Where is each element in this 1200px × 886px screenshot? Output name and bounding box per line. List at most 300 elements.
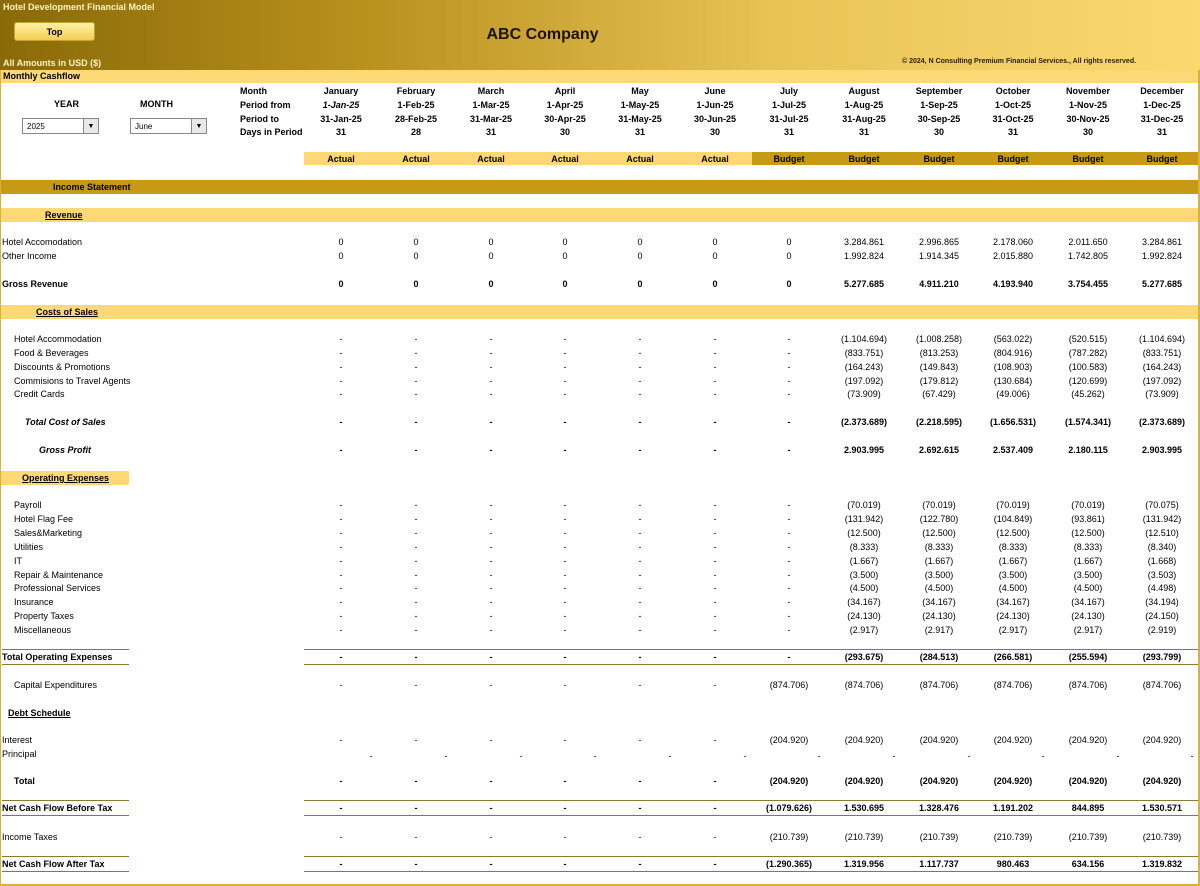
total-rule (2, 856, 129, 857)
cell-value: - (414, 597, 418, 607)
cell-value: (787.282) (1068, 348, 1108, 358)
cell-value: (204.920) (1068, 776, 1108, 786)
cell-value: (284.513) (919, 652, 959, 662)
cell-value: 0 (712, 279, 718, 289)
period-label-month: Month (240, 86, 267, 96)
cell-value: (266.581) (993, 652, 1033, 662)
cell-value: 4.193.940 (992, 279, 1034, 289)
month-name: December (1140, 86, 1184, 96)
cell-value: - (414, 735, 418, 745)
cell-value: (12.500) (1071, 528, 1105, 538)
cell-value: (3.500) (924, 570, 954, 580)
cell-value: - (563, 776, 567, 786)
cell-value: (1.668) (1147, 556, 1177, 566)
cell-value: - (713, 611, 717, 621)
cell-value: (4.500) (849, 583, 879, 593)
type-label: Actual (327, 154, 355, 164)
year-label: YEAR (54, 99, 80, 109)
cell-value: (164.243) (1142, 362, 1182, 372)
cell-value: - (489, 500, 493, 510)
cell-value: - (563, 556, 567, 566)
period-from: 1-Aug-25 (844, 100, 884, 110)
cell-value: (804.916) (993, 348, 1033, 358)
year-select-value: 2025 (27, 121, 45, 131)
principal-dash: - (519, 751, 523, 761)
row-label: Insurance (14, 597, 54, 607)
cell-value: - (638, 735, 642, 745)
row-label: Professional Services (14, 583, 101, 593)
days-in-period: 31 (1156, 127, 1167, 137)
cell-value: - (339, 542, 343, 552)
cell-value: (197.092) (844, 376, 884, 386)
month-name: September (915, 86, 963, 96)
cell-value: - (713, 376, 717, 386)
cell-value: - (489, 334, 493, 344)
cell-value: - (339, 776, 343, 786)
cell-value: - (339, 611, 343, 621)
cell-value: - (489, 680, 493, 690)
cell-value: - (414, 803, 418, 813)
cell-value: - (787, 376, 791, 386)
cell-value: - (414, 832, 418, 842)
cell-value: - (489, 556, 493, 566)
cell-value: (122.780) (919, 514, 959, 524)
cell-value: 1.992.824 (1141, 251, 1183, 261)
cell-value: - (339, 500, 343, 510)
cell-value: (1.667) (924, 556, 954, 566)
cell-value: - (638, 542, 642, 552)
cell-value: 2.903.995 (1141, 445, 1183, 455)
cell-value: 0 (488, 251, 494, 261)
cell-value: - (638, 528, 642, 538)
period-label-to: Period to (240, 114, 280, 124)
cell-value: 2.692.615 (918, 445, 960, 455)
period-from: 1-Oct-25 (994, 100, 1031, 110)
cell-value: 0 (338, 279, 344, 289)
cell-value: (204.920) (844, 735, 884, 745)
cell-value: (34.167) (847, 597, 881, 607)
days-in-period: 31 (335, 127, 346, 137)
cell-value: (1.008.258) (915, 334, 963, 344)
cell-value: 0 (637, 279, 643, 289)
cell-value: (8.333) (998, 542, 1028, 552)
total-rule (2, 649, 129, 650)
total-rule (304, 664, 1198, 665)
principal-dash: - (892, 751, 896, 761)
cell-value: - (787, 542, 791, 552)
cell-value: (12.500) (922, 528, 956, 538)
total-rule (304, 649, 1198, 650)
period-to: 31-Jul-25 (769, 114, 809, 124)
cell-value: 1.319.832 (1141, 859, 1183, 869)
cell-value: (874.706) (993, 680, 1033, 690)
cell-value: - (638, 803, 642, 813)
cell-value: (34.167) (1071, 597, 1105, 607)
cell-value: - (489, 362, 493, 372)
days-in-period: 30 (933, 127, 944, 137)
cell-value: 2.996.865 (918, 237, 960, 247)
month-name: June (704, 86, 726, 96)
row-label: Repair & Maintenance (14, 570, 104, 580)
days-in-period: 31 (783, 127, 794, 137)
row-label: Total Operating Expenses (2, 652, 113, 662)
type-label: Actual (402, 154, 430, 164)
cell-value: - (713, 735, 717, 745)
row-label: Interest (2, 735, 33, 745)
cell-value: - (638, 859, 642, 869)
period-to: 31-Aug-25 (842, 114, 886, 124)
cell-value: - (563, 611, 567, 621)
cell-value: - (489, 625, 493, 635)
row-label: Capital Expenditures (14, 680, 98, 690)
cell-value: - (414, 611, 418, 621)
cell-value: (131.942) (1142, 514, 1182, 524)
cell-value: - (563, 597, 567, 607)
cell-value: - (489, 803, 493, 813)
cell-value: - (414, 514, 418, 524)
cell-value: - (414, 348, 418, 358)
cell-value: (108.903) (993, 362, 1033, 372)
cell-value: - (563, 832, 567, 842)
cell-value: - (489, 348, 493, 358)
cell-value: (67.429) (922, 389, 956, 399)
row-label: Total (14, 776, 35, 786)
cell-value: 1.530.695 (843, 803, 885, 813)
cell-value: (1.667) (849, 556, 879, 566)
cell-value: - (713, 417, 717, 427)
cell-value: - (638, 362, 642, 372)
period-to: 31-Mar-25 (469, 114, 513, 124)
cell-value: - (713, 348, 717, 358)
days-in-period: 30 (559, 127, 570, 137)
subsection-heading: Costs of Sales (36, 307, 99, 317)
cell-value: - (414, 776, 418, 786)
cell-value: - (563, 528, 567, 538)
cell-value: (874.706) (919, 680, 959, 690)
cell-value: - (638, 583, 642, 593)
cell-value: (197.092) (1142, 376, 1182, 386)
row-label: IT (14, 556, 22, 566)
cell-value: (204.920) (919, 735, 959, 745)
cell-value: - (489, 832, 493, 842)
cell-value: - (339, 680, 343, 690)
cell-value: (70.019) (1071, 500, 1105, 510)
cell-value: - (787, 348, 791, 358)
cell-value: - (787, 389, 791, 399)
cell-value: (833.751) (844, 348, 884, 358)
cell-value: 0 (338, 251, 344, 261)
cell-value: - (638, 611, 642, 621)
cell-value: (255.594) (1068, 652, 1108, 662)
cell-value: (120.699) (1068, 376, 1108, 386)
type-label: Budget (1146, 154, 1178, 164)
cell-value: 844.895 (1071, 803, 1105, 813)
cell-value: (45.262) (1071, 389, 1105, 399)
cell-value: (12.500) (847, 528, 881, 538)
cell-value: - (713, 625, 717, 635)
cell-value: - (713, 334, 717, 344)
cell-value: - (563, 652, 567, 662)
cell-value: - (489, 528, 493, 538)
cell-value: - (339, 528, 343, 538)
cell-value: - (414, 652, 418, 662)
cell-value: 0 (562, 251, 568, 261)
cell-value: (1.079.626) (765, 803, 813, 813)
row-label: Commisions to Travel Agents (14, 376, 131, 386)
cell-value: - (563, 859, 567, 869)
cell-value: (12.500) (996, 528, 1030, 538)
cell-value: - (563, 514, 567, 524)
month-name: May (631, 86, 649, 96)
cell-value: (2.373.689) (1138, 417, 1186, 427)
cell-value: (2.919) (1147, 625, 1177, 635)
company-name: ABC Company (486, 26, 599, 43)
cell-value: (2.218.595) (915, 417, 963, 427)
cell-value: - (713, 556, 717, 566)
cell-value: - (638, 500, 642, 510)
cell-value: - (787, 556, 791, 566)
cell-value: 5.277.685 (1141, 279, 1183, 289)
cell-value: - (713, 652, 717, 662)
cell-value: (3.500) (1073, 570, 1103, 580)
row-label: Total Cost of Sales (25, 417, 106, 427)
row-label: Utilities (14, 542, 44, 552)
days-in-period: 31 (858, 127, 869, 137)
row-label: Discounts & Promotions (14, 362, 111, 372)
row-label: Other Income (2, 251, 57, 261)
cell-value: - (339, 514, 343, 524)
cell-value: (24.150) (1145, 611, 1179, 621)
cell-value: - (414, 528, 418, 538)
cell-value: (130.684) (993, 376, 1033, 386)
cell-value: 980.463 (996, 859, 1030, 869)
type-label: Budget (997, 154, 1029, 164)
days-in-period: 31 (634, 127, 645, 137)
cell-value: - (638, 389, 642, 399)
month-name: April (554, 86, 576, 96)
cell-value: - (713, 859, 717, 869)
cell-value: 2.903.995 (843, 445, 885, 455)
month-label: MONTH (140, 99, 173, 109)
cell-value: (70.019) (847, 500, 881, 510)
top-button[interactable]: Top (14, 22, 95, 41)
period-to: 28-Feb-25 (394, 114, 438, 124)
cell-value: - (638, 348, 642, 358)
cell-value: (204.920) (769, 776, 809, 786)
cell-value: (24.130) (1071, 611, 1105, 621)
cell-value: 0 (712, 237, 718, 247)
cell-value: 1.191.202 (992, 803, 1034, 813)
cell-value: - (489, 542, 493, 552)
period-from: 1-May-25 (620, 100, 660, 110)
type-label: Budget (773, 154, 805, 164)
cell-value: (4.500) (924, 583, 954, 593)
period-from: 1-Jan-25 (322, 100, 360, 110)
cell-value: - (489, 514, 493, 524)
cell-value: 1.742.805 (1067, 251, 1109, 261)
days-in-period: 31 (1007, 127, 1018, 137)
cell-value: - (713, 389, 717, 399)
row-label: Gross Profit (39, 445, 92, 455)
chevron-down-icon[interactable]: ▼ (83, 119, 98, 133)
period-from: 1-Feb-25 (397, 100, 435, 110)
type-label: Actual (626, 154, 654, 164)
period-to: 31-Dec-25 (1140, 114, 1184, 124)
cell-value: - (638, 597, 642, 607)
cell-value: - (563, 445, 567, 455)
principal-dash: - (1190, 751, 1194, 761)
row-label: Credit Cards (14, 389, 65, 399)
cell-value: - (339, 859, 343, 869)
cell-value: (2.917) (1073, 625, 1103, 635)
cell-value: - (713, 776, 717, 786)
cell-value: (874.706) (1142, 680, 1182, 690)
cell-value: (204.920) (769, 735, 809, 745)
type-label: Budget (848, 154, 880, 164)
principal-dash: - (369, 751, 373, 761)
cell-value: - (339, 735, 343, 745)
row-label: Payroll (14, 500, 42, 510)
type-label: Budget (923, 154, 955, 164)
month-select[interactable] (130, 118, 207, 134)
cell-value: - (638, 652, 642, 662)
cell-value: (874.706) (769, 680, 809, 690)
cell-value: (1.667) (998, 556, 1028, 566)
cell-value: (210.739) (993, 832, 1033, 842)
cell-value: (1.104.694) (1138, 334, 1186, 344)
cell-value: - (414, 680, 418, 690)
cell-value: - (638, 776, 642, 786)
total-rule (304, 800, 1198, 801)
total-rule (2, 871, 129, 872)
cell-value: - (339, 652, 343, 662)
cell-value: - (339, 376, 343, 386)
period-from: 1-Sep-25 (920, 100, 958, 110)
row-label: Sales&Marketing (14, 528, 83, 538)
cell-value: (874.706) (1068, 680, 1108, 690)
period-label-from: Period from (240, 100, 291, 110)
days-in-period: 28 (410, 127, 421, 137)
subsection-band (0, 208, 1198, 222)
month-name: October (995, 86, 1031, 96)
row-label: Hotel Accommodation (14, 334, 102, 344)
cell-value: - (787, 362, 791, 372)
cell-value: 634.156 (1071, 859, 1105, 869)
cell-value: - (713, 680, 717, 690)
cell-value: - (414, 417, 418, 427)
period-to: 30-Apr-25 (544, 114, 586, 124)
cell-value: (149.843) (919, 362, 959, 372)
cell-value: 1.328.476 (918, 803, 960, 813)
cell-value: - (563, 570, 567, 580)
cell-value: (2.917) (924, 625, 954, 635)
days-in-period: 30 (1082, 127, 1093, 137)
period-from: 1-Nov-25 (1068, 100, 1107, 110)
principal-dash: - (593, 751, 597, 761)
cell-value: (833.751) (1142, 348, 1182, 358)
chevron-down-icon[interactable]: ▼ (191, 119, 206, 133)
cell-value: 0 (637, 251, 643, 261)
cell-value: (293.675) (844, 652, 884, 662)
cell-value: 0 (637, 237, 643, 247)
type-label: Actual (477, 154, 505, 164)
cell-value: - (787, 528, 791, 538)
cell-value: (100.583) (1068, 362, 1108, 372)
month-name: January (323, 86, 359, 96)
cell-value: - (713, 583, 717, 593)
period-from: 1-Dec-25 (1143, 100, 1181, 110)
cell-value: 2.011.650 (1068, 237, 1108, 247)
principal-dash: - (743, 751, 747, 761)
cell-value: (24.130) (922, 611, 956, 621)
cell-value: (93.861) (1071, 514, 1105, 524)
year-select[interactable] (22, 118, 99, 134)
cell-value: (204.920) (1142, 776, 1182, 786)
row-label: Property Taxes (14, 611, 74, 621)
cell-value: 3.754.455 (1067, 279, 1109, 289)
cell-value: - (713, 803, 717, 813)
cell-value: - (339, 625, 343, 635)
type-label: Actual (551, 154, 579, 164)
total-rule (2, 800, 129, 801)
cell-value: (70.019) (996, 500, 1030, 510)
days-in-period: 30 (709, 127, 720, 137)
cell-value: (4.500) (998, 583, 1028, 593)
cell-value: (179.812) (919, 376, 959, 386)
subsection-band (0, 305, 1198, 319)
cell-value: - (489, 859, 493, 869)
period-to: 30-Jun-25 (693, 114, 737, 124)
cell-value: (3.500) (849, 570, 879, 580)
cell-value: - (414, 389, 418, 399)
cell-value: - (339, 362, 343, 372)
cell-value: - (638, 570, 642, 580)
cell-value: - (563, 500, 567, 510)
month-select-value: June (135, 121, 153, 131)
cell-value: - (563, 362, 567, 372)
cell-value: 2.180.115 (1068, 445, 1108, 455)
period-from: 1-Apr-25 (546, 100, 584, 110)
cell-value: - (787, 652, 791, 662)
cell-value: - (489, 597, 493, 607)
cell-value: (813.253) (919, 348, 959, 358)
row-label: Net Cash Flow Before Tax (2, 803, 113, 813)
cell-value: (874.706) (844, 680, 884, 690)
cell-value: - (339, 445, 343, 455)
cell-value: - (563, 803, 567, 813)
cell-value: - (713, 542, 717, 552)
app-title: Hotel Development Financial Model (3, 2, 155, 12)
cell-value: - (713, 500, 717, 510)
cell-value: 5.277.685 (843, 279, 885, 289)
cell-value: - (414, 556, 418, 566)
cell-value: 0 (712, 251, 718, 261)
cell-value: (73.909) (1145, 389, 1179, 399)
cell-value: - (787, 611, 791, 621)
cell-value: 1.117.737 (919, 859, 959, 869)
month-name: March (477, 86, 505, 96)
cell-value: - (414, 570, 418, 580)
cell-value: - (489, 445, 493, 455)
cell-value: (204.920) (844, 776, 884, 786)
cell-value: (49.006) (996, 389, 1030, 399)
cell-value: (204.920) (1068, 735, 1108, 745)
month-name: November (1065, 86, 1110, 96)
cell-value: - (713, 597, 717, 607)
cell-value: - (713, 832, 717, 842)
cell-value: 0 (786, 237, 792, 247)
cell-value: 0 (786, 279, 792, 289)
